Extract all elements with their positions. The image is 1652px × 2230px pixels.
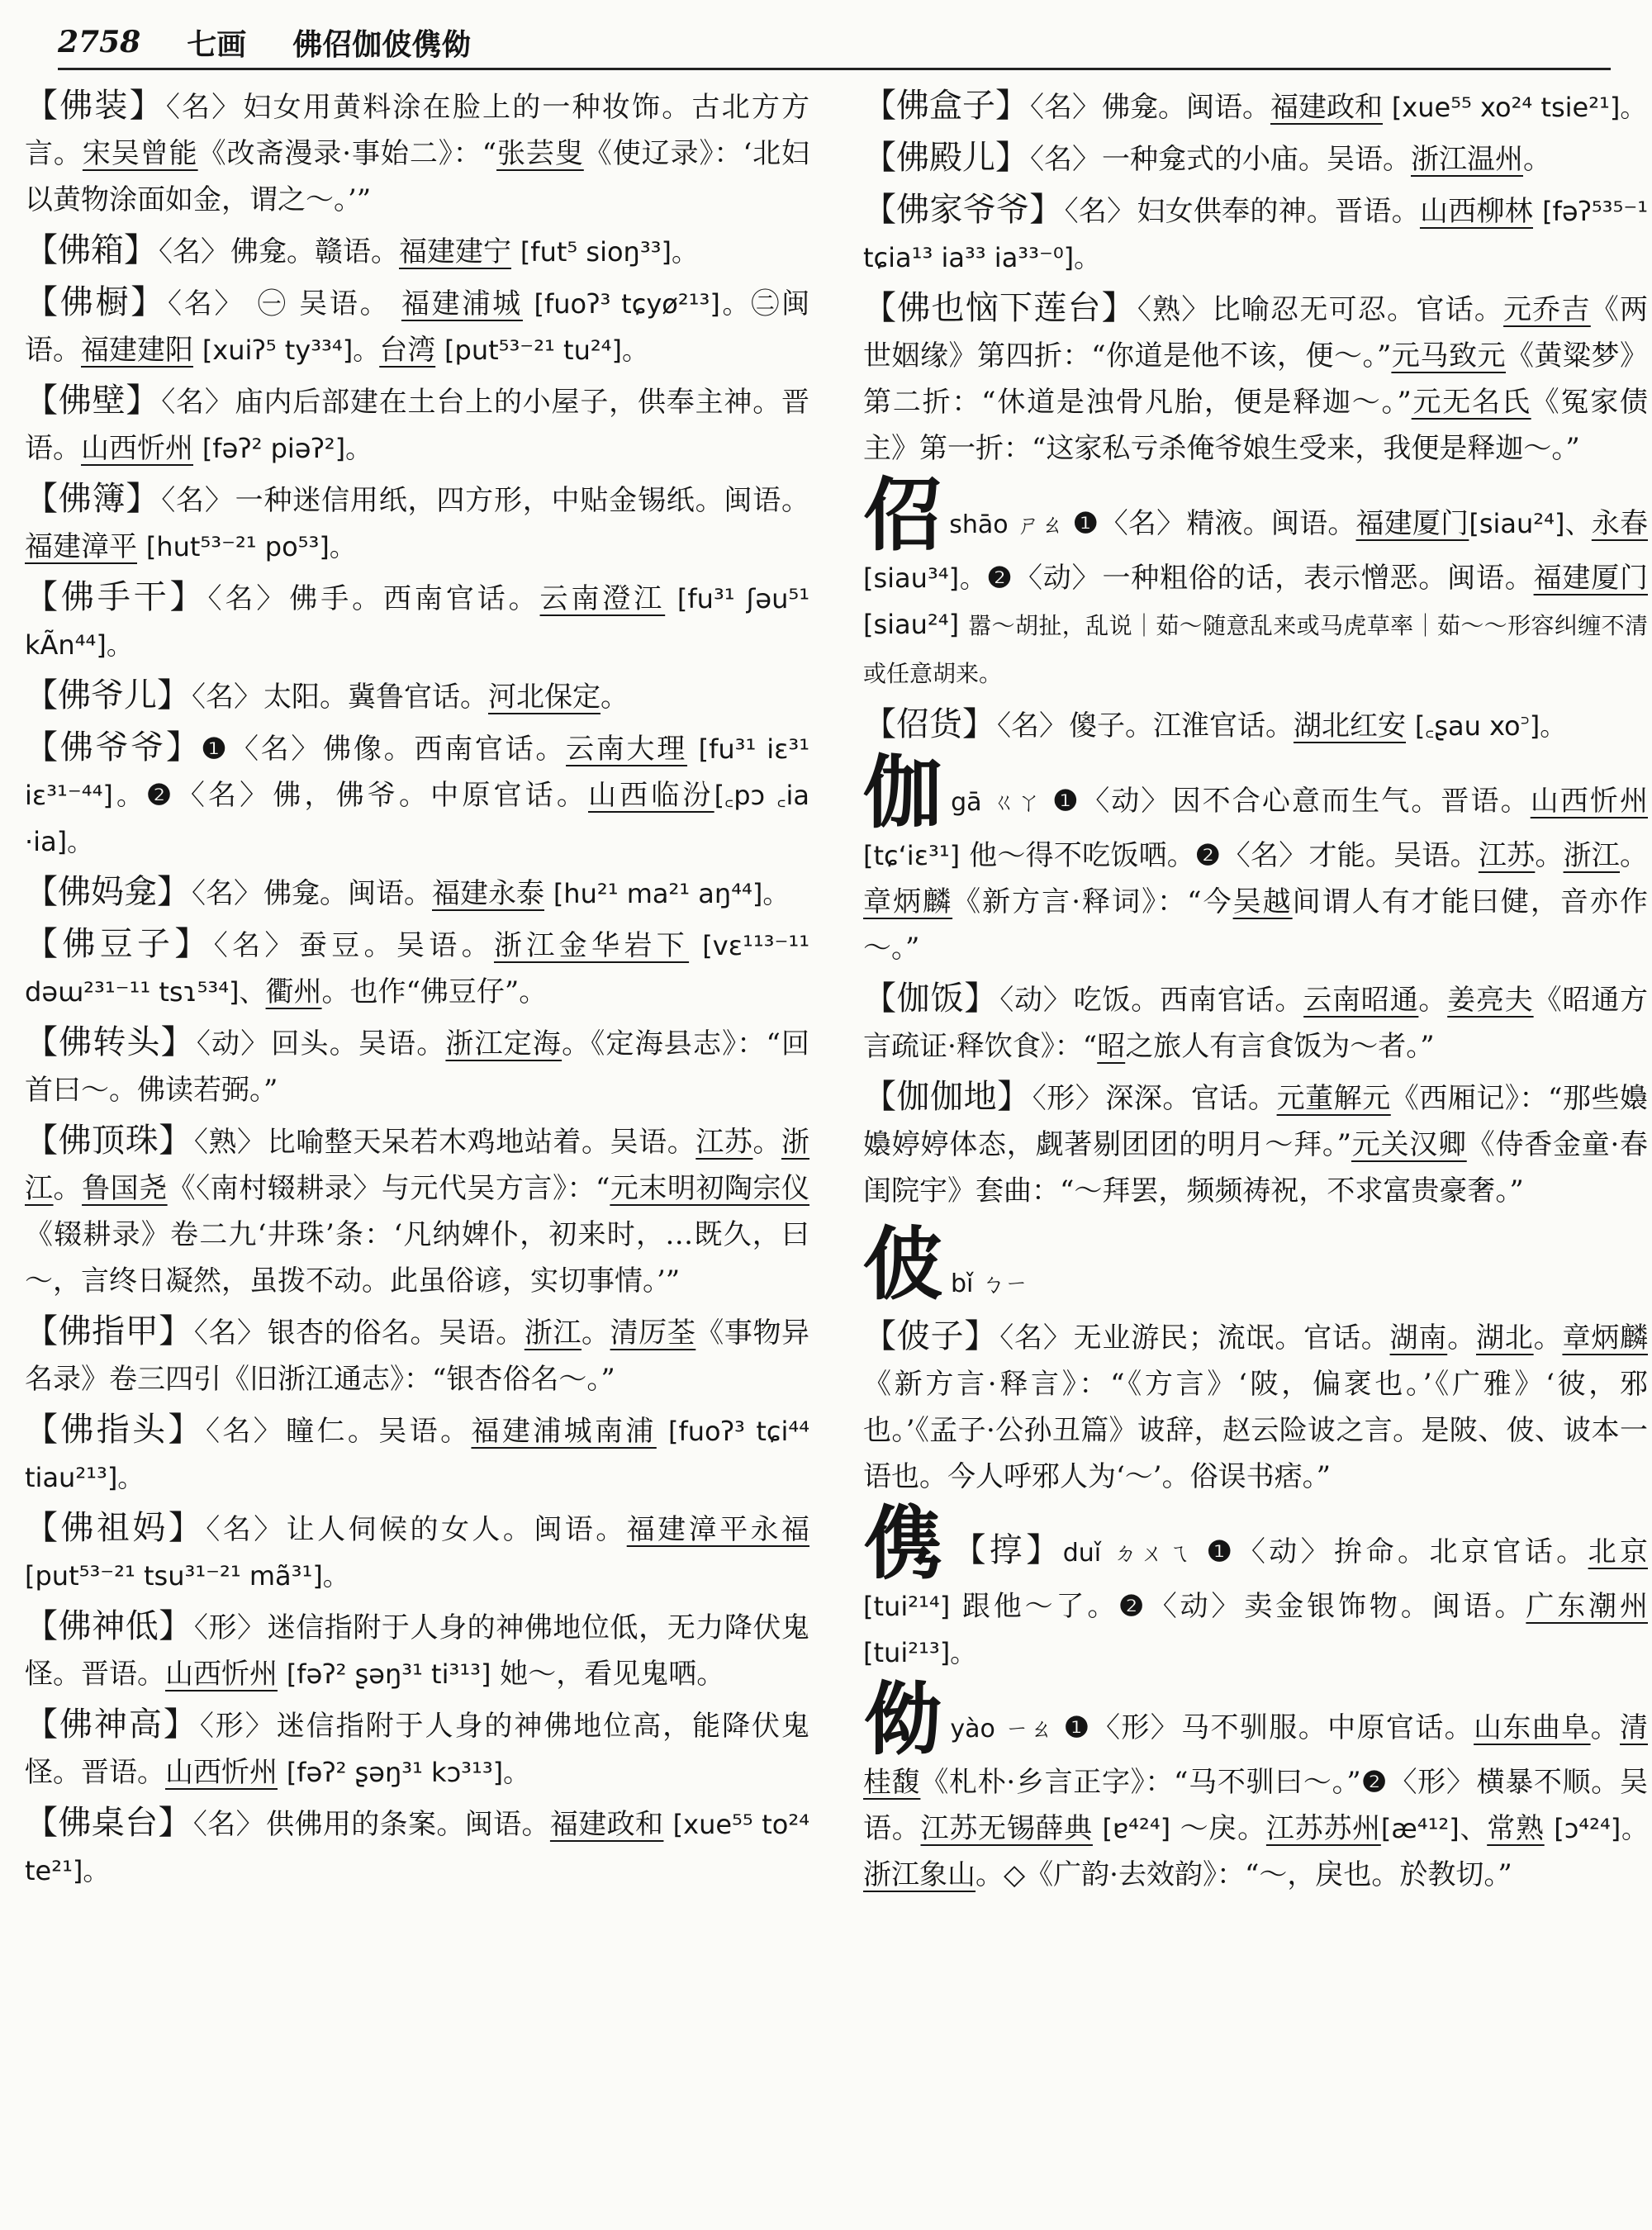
entry: 【佋货】〈名〉傻子。江淮官话。湖北红安 [꜀ʂau xo꜄]。 <box>863 705 1567 743</box>
entry: 【伽伽地】〈形〉深深。官话。元董解元《西厢记》：“那些嬝嬝婷婷体态，觑著剔团团的明月～拜。”元关汉卿《侍香金童·春闺院宇》套曲：“～拜罢，频频祷祝，不求富贵豪奢。” <box>863 1078 1648 1208</box>
headword: 【佛豆子】 <box>25 925 212 963</box>
headword: 【佛祖妈】 <box>25 1509 205 1547</box>
entry: 【佛祖妈】〈名〉让人伺候的女人。闽语。福建漳平永福 [put⁵³⁻²¹ tsu³¹⁻²¹ mã³¹]。 <box>25 1509 809 1592</box>
entry: 【佛神高】〈形〉迷信指附于人身的神佛地位高，能降伏鬼怪。晋语。山西忻州 [fəʔ² ʂəŋ³¹ kɔ³¹³]。 <box>25 1706 809 1789</box>
char-entry-ga: 伽gā ㄍㄚ ❶〈动〉因不合心意而生气。晋语。山西忻州 [tɕʻiɛ³¹] 他～得不吃饭哂。❷〈名〉才能。吴语。江苏。浙江。章炳麟《新方言·释词》：“今吴越间谓人有才能曰健，音亦作～。” <box>863 746 1648 965</box>
entry: 【佛也恼下莲台】〈熟〉比喻忍无可忍。官话。元乔吉《两世姻缘》第四折：“你道是他不该，便～。”元马致元《黄粱梦》第二折：“休道是浊骨凡胎，便是释迦～。”元无名氏《冤家债主》第一折：“这家私亏杀俺爷娘生受来，我便是释迦～。” <box>863 289 1648 465</box>
entry: 【佛妈龛】〈名〉佛龛。闽语。福建永泰 [hu²¹ ma²¹ aŋ⁴⁴]。 <box>25 873 790 911</box>
entry: 【佛橱】〈名〉 ㊀ 吴语。 福建浦城 [fuoʔ³ tɕyø²¹³]。㊁闽语。福建建阳 [xuiʔ⁵ ty³³⁴]。台湾 [put⁵³⁻²¹ tu²⁴]。 <box>25 283 809 367</box>
headword: 【佛爷爷】 <box>25 728 202 766</box>
big-char: 㑃 <box>863 1672 944 1766</box>
headword: 【佛神低】 <box>25 1607 192 1645</box>
entry: 【佊子】〈名〉无业游民；流氓。官话。湖南。湖北。章炳麟《新方言·释言》：“《方言》‘陂，偏衺也。’《广雅》‘彼，邪也。’《孟子·公孙丑篇》诐辞，赵云险诐之言。是陂、佊、诐本一语也。今人呼邪人为‘～’。俗误书痞。” <box>863 1317 1648 1493</box>
page-header <box>58 17 1611 70</box>
headword: 【佛妈龛】 <box>25 873 190 911</box>
big-char: 佋 <box>863 468 943 562</box>
entry: 【佛顶珠】〈熟〉比喻整天呆若木鸡地站着。吴语。江苏。浙江。鲁国尧《〈南村辍耕录〉与元代吴方言》：“元末明初陶宗仪《辍耕录》卷二九‘井珠’条：‘凡纳婢仆，初来时，…既久，曰～，言终日凝然，虽拨不动。此虽俗谚，实切事情。’” <box>25 1122 809 1298</box>
entry: 【佛箱】〈名〉佛龛。赣语。福建建宁 [fut⁵ sioŋ³³]。 <box>25 231 698 269</box>
headword: 【佛神高】 <box>25 1706 198 1744</box>
headword: 【佊子】 <box>863 1317 999 1355</box>
page-number: 2758 <box>58 25 141 59</box>
headword: 【佛橱】 <box>25 283 166 321</box>
char-entry-dui: 㑺 【㨃】duǐ ㄉㄨㄟ ❶〈动〉拚命。北京官话。北京 [tui²¹⁴] 跟他～了。❷〈动〉卖金银饰物。闽语。广东潮州 [tui²¹³]。 <box>863 1497 1648 1668</box>
entry: 【佛手干】〈名〉佛手。西南官话。云南澄江 [fu³¹ ʃəu⁵¹ kÃn⁴⁴]。 <box>25 578 809 661</box>
entry: 【佛豆子】〈名〉蚕豆。吴语。浙江金华岩下 [vɛ¹¹³⁻¹¹ dəɯ²³¹⁻¹¹ tsɿ⁵³⁴]、衢州。也作“佛豆仔”。 <box>25 925 809 1008</box>
headword: 【佛殿儿】 <box>863 139 1028 177</box>
entry: 【佛殿儿】〈名〉一种龛式的小庙。吴语。浙江温州。 <box>863 139 1551 177</box>
char-entry-shao: 佋shāo ㄕㄠ ❶〈名〉精液。闽语。福建厦门[siau²⁴]、永春 [siau³⁴]。❷〈动〉一种粗俗的话，表示憎恶。闽语。福建厦门 [siau²⁴] 嚣～胡扯，乱说｜茹～随意乱来或马虎草率｜茹～～形容纠缠不清或任意胡来。 <box>863 468 1648 687</box>
headword: 【佛壁】 <box>25 382 160 420</box>
entry: 【伽饭】〈动〉吃饭。西南官话。云南昭通。姜亮夫《昭通方言疏证·释饮食》：“昭之旅人有言食饭为～者。” <box>863 980 1648 1063</box>
headword: 【佛顶珠】 <box>25 1122 192 1160</box>
left-column <box>25 83 809 2213</box>
header-chars: 佛佋伽佊㑺㑃 <box>292 26 472 62</box>
headword: 【佛盒子】 <box>863 87 1028 125</box>
entry: 【佛装】〈名〉妇女用黄料涂在脸上的一种妆饰。古北方方言。宋吴曾能《改斋漫录·事始二》：“张芸叟《使辽录》：‘北妇以黄物涂面如金，谓之～。’” <box>25 87 809 216</box>
big-char: 伽 <box>863 746 945 839</box>
entry: 【佛指甲】〈名〉银杏的俗名。吴语。浙江。清厉荃《事物异名录》卷三四引《旧浙江通志》：“银杏俗名～。” <box>25 1312 809 1396</box>
entry: 【佛神低】〈形〉迷信指附于人身的神佛地位低，无力降伏鬼怪。晋语。山西忻州 [fəʔ² ʂəŋ³¹ ti³¹³] 她～，看见鬼哂。 <box>25 1607 809 1691</box>
headword: 【伽饭】 <box>863 980 999 1018</box>
headword: 【佛箱】 <box>25 231 157 269</box>
headword: 【佛装】 <box>25 87 164 125</box>
headword: 【佛爷儿】 <box>25 676 190 714</box>
headword: 【佛手干】 <box>25 578 206 616</box>
headword: 【佛家爷爷】 <box>863 191 1063 229</box>
entry: 【佛转头】〈动〉回头。吴语。浙江定海。《定海县志》：“回首曰～。佛读若弼。” <box>25 1023 809 1107</box>
entry: 【佛壁】〈名〉庙内后部建在土台上的小屋子，供奉主神。晋语。山西忻州 [fəʔ² piəʔ²]。 <box>25 382 809 465</box>
entry: 【佛簿】〈名〉一种迷信用纸，四方形，中贴金锡纸。闽语。福建漳平 [hut⁵³⁻²¹ po⁵³]。 <box>25 480 809 563</box>
entry: 【佛指头】〈名〉瞳仁。吴语。福建浦城南浦 [fuoʔ³ tɕi⁴⁴ tiau²¹³]。 <box>25 1411 809 1493</box>
headword: 【佛桌台】 <box>25 1804 192 1842</box>
char-entry-yao: 㑃yào ㄧㄠ ❶〈形〉马不驯服。中原官话。山东曲阜。清桂馥《札朴·乡言正字》：“马不驯曰～。”❷〈形〉横暴不顺。吴语。江苏无锡薛典 [ɐ⁴²⁴] ～戾。江苏苏州[æ⁴¹²]、常熟 [ɔ⁴²⁴]。浙江象山。◇《广韵·去效韵》：“～，戾也。於教切。” <box>863 1672 1648 1891</box>
right-column <box>863 83 1648 2213</box>
big-char: 㑺 <box>863 1497 947 1590</box>
headword: 【伽伽地】 <box>863 1078 1031 1116</box>
headword: 【佛指甲】 <box>25 1312 192 1350</box>
headword: 【佛也恼下莲台】 <box>863 289 1136 327</box>
entry: 【佛爷儿】〈名〉太阳。冀鲁官话。河北保定。 <box>25 676 629 714</box>
headword: 【佋货】 <box>863 705 995 743</box>
section-label: 七画 <box>187 26 247 62</box>
entry: 【佛爷爷】❶〈名〉佛像。西南官话。云南大理 [fu³¹ iɛ³¹ iɛ³¹⁻⁴⁴]。❷〈名〉佛，佛爷。中原官话。山西临汾[꜀pɔ ꜀ia ·ia]。 <box>25 728 809 857</box>
headword: 【佛簿】 <box>25 480 160 518</box>
entry: 【佛家爷爷】〈名〉妇女供奉的神。晋语。山西柳林 [fəʔ⁵³⁵⁻¹ tɕia¹³ ia³³ ia³³⁻⁰]。 <box>863 191 1648 273</box>
char-heading-bi: 佊 bǐ ㄅㄧ <box>863 1217 1028 1311</box>
big-char: 佊 <box>863 1217 942 1311</box>
headword: 【佛转头】 <box>25 1023 195 1061</box>
entry: 【佛盒子】〈名〉佛龛。闽语。福建政和 [xue⁵⁵ xo²⁴ tsie²¹]。 <box>863 87 1647 125</box>
headword: 【佛指头】 <box>25 1411 204 1449</box>
entry: 【佛桌台】〈名〉供佛用的条案。闽语。福建政和 [xue⁵⁵ to²⁴ te²¹]。 <box>25 1804 809 1886</box>
